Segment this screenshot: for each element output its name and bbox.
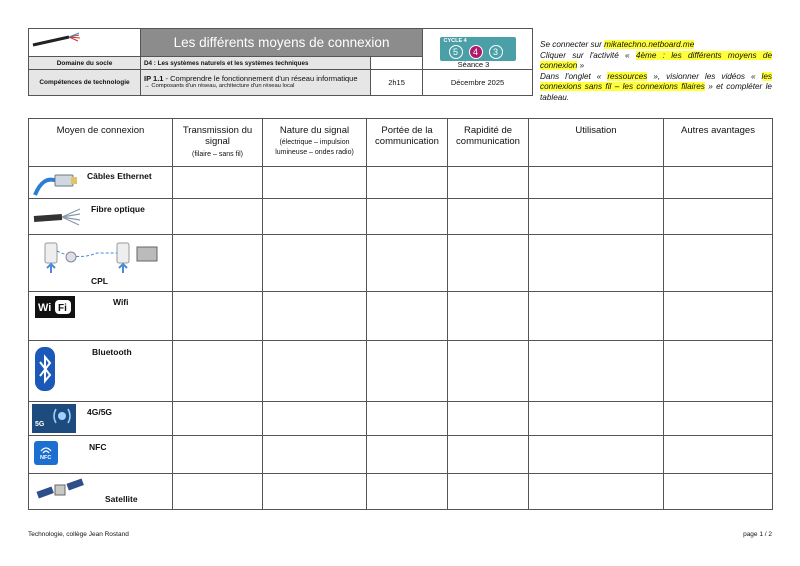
videos-highlight: les connexions sans fil – les connexions filaires: [540, 71, 772, 91]
row-wifi-text: Wifi: [113, 297, 129, 307]
cellular-icon-text: 5G: [35, 421, 45, 428]
row-4g5g-text: 4G/5G: [87, 407, 113, 417]
cell-bluetooth-portee[interactable]: [367, 341, 448, 402]
row-satellite-text: Satellite: [105, 494, 138, 504]
cell-bluetooth-avantages[interactable]: [664, 341, 773, 402]
col-moyen-label: Moyen de connexion: [56, 125, 145, 136]
row-nfc-text: NFC: [89, 442, 107, 452]
cell-cpl-transmission[interactable]: [173, 235, 263, 292]
cell-ethernet-portee[interactable]: [367, 167, 448, 199]
ethernet-cable-icon: [33, 169, 79, 197]
bluetooth-icon: [35, 347, 55, 391]
nfc-icon: [34, 441, 58, 465]
table-row: [29, 199, 773, 235]
cell-bluetooth-transmission[interactable]: [173, 341, 263, 402]
cpl-adapter-icon: [37, 239, 165, 275]
cell-ethernet-nature[interactable]: [263, 167, 367, 199]
fiber-optic-icon: [32, 205, 82, 229]
cell-4g5g-transmission[interactable]: [173, 402, 263, 436]
cell-fibre-portee[interactable]: [367, 199, 448, 235]
cell-satellite-nature[interactable]: [263, 474, 367, 510]
cell-wifi-utilisation[interactable]: [529, 292, 664, 341]
cell-ethernet-transmission[interactable]: [173, 167, 263, 199]
cell-satellite-transmission[interactable]: [173, 474, 263, 510]
instr-text-5: », visionner les vidéos «: [647, 71, 762, 81]
col-utilisation-label: Utilisation: [575, 125, 617, 136]
cell-ethernet-rapidite[interactable]: [448, 167, 529, 199]
competence-text: - Comprendre le fonctionnement d'un réseau informatique: [163, 74, 358, 84]
cell-wifi-portee[interactable]: [367, 292, 448, 341]
col-transmission-label: Transmission du signal: [182, 125, 253, 148]
instr-text-3: »: [577, 61, 585, 70]
col-utilisation: [529, 119, 664, 167]
footer-page: page 1 / 2: [743, 531, 772, 538]
row-fibre-text: Fibre optique: [91, 204, 145, 214]
table-row: [29, 341, 773, 402]
col-rapidite-label: Rapidité de communication: [456, 125, 520, 148]
cell-nfc-utilisation[interactable]: [529, 436, 664, 474]
col-portee: [367, 119, 448, 167]
competence-label: Compétences de technologie: [29, 70, 141, 96]
table-row: [29, 167, 773, 199]
cell-fibre-utilisation[interactable]: [529, 199, 664, 235]
cell-nfc-portee[interactable]: [367, 436, 448, 474]
cycle-level-3: 3: [489, 45, 503, 59]
footer-school: Technologie, collège Jean Rostand: [28, 531, 129, 538]
cell-cpl-nature[interactable]: [263, 235, 367, 292]
netboard-link[interactable]: mikatechno.netboard.me: [604, 40, 695, 49]
date: Décembre 2025: [423, 70, 533, 96]
row-label-bluetooth: [29, 341, 173, 402]
cell-nfc-transmission[interactable]: [173, 436, 263, 474]
cell-4g5g-portee[interactable]: [367, 402, 448, 436]
activity-highlight: 4ème : les différents moyens de connexion: [540, 50, 772, 70]
svg-text:Fi: Fi: [58, 303, 67, 314]
header-logo: [29, 29, 141, 57]
cell-cpl-portee[interactable]: [367, 235, 448, 292]
col-nature-sub: (électrique – impulsion lumineuse – ondes radio): [275, 139, 354, 156]
competence-cell: [141, 70, 371, 96]
cell-bluetooth-rapidite[interactable]: [448, 341, 529, 402]
row-label-4g5g: [29, 402, 173, 436]
cell-4g5g-nature[interactable]: [263, 402, 367, 436]
col-transmission: [173, 119, 263, 167]
page-title: Les différents moyens de connexion: [141, 29, 423, 57]
instructions: [540, 40, 772, 103]
cell-wifi-nature[interactable]: [263, 292, 367, 341]
row-label-ethernet: [29, 167, 173, 199]
duration: 2h15: [371, 70, 423, 96]
cell-fibre-avantages[interactable]: [664, 199, 773, 235]
cell-fibre-rapidite[interactable]: [448, 199, 529, 235]
session-label: Séance 3: [457, 60, 490, 69]
cell-satellite-portee[interactable]: [367, 474, 448, 510]
col-moyen: [29, 119, 173, 167]
col-portee-label: Portée de la communication: [375, 125, 439, 148]
resources-highlight: ressources: [607, 71, 648, 81]
row-bluetooth-text: Bluetooth: [92, 347, 132, 357]
cycle-label: CYCLE 4: [443, 38, 467, 44]
cell-4g5g-rapidite[interactable]: [448, 402, 529, 436]
col-transmission-sub: (filaire – sans fil): [192, 150, 243, 158]
cell-bluetooth-utilisation[interactable]: [529, 341, 664, 402]
cellular-4g5g-icon: [32, 404, 76, 433]
cell-nfc-rapidite[interactable]: [448, 436, 529, 474]
domain-label: Domaine du socle: [29, 57, 141, 70]
table-row: [29, 292, 773, 341]
cycle-level-4: 4: [469, 45, 483, 59]
cell-cpl-avantages[interactable]: [664, 235, 773, 292]
cell-4g5g-avantages[interactable]: [664, 402, 773, 436]
row-label-nfc: [29, 436, 173, 474]
cell-satellite-utilisation[interactable]: [529, 474, 664, 510]
col-nature: [263, 119, 367, 167]
row-label-fibre: [29, 199, 173, 235]
row-ethernet-text: Câbles Ethernet: [87, 171, 152, 181]
table-row: [29, 436, 773, 474]
cycle-level-5: 5: [449, 45, 463, 59]
cell-satellite-rapidite[interactable]: [448, 474, 529, 510]
cell-fibre-nature[interactable]: [263, 199, 367, 235]
cell-wifi-avantages[interactable]: [664, 292, 773, 341]
cell-bluetooth-nature[interactable]: [263, 341, 367, 402]
cell-4g5g-utilisation[interactable]: [529, 402, 664, 436]
instr-text-2: Cliquer sur l'activité «: [540, 50, 636, 60]
col-nature-label: Nature du signal: [279, 125, 350, 136]
row-label-wifi: [29, 292, 173, 341]
cell-wifi-transmission[interactable]: [173, 292, 263, 341]
domain-value: D4 : Les systèmes naturels et les systèmes techniques: [141, 57, 371, 70]
cell-ethernet-utilisation[interactable]: [529, 167, 664, 199]
cell-cpl-utilisation[interactable]: [529, 235, 664, 292]
instr-text-4: Dans l'onglet «: [540, 71, 608, 81]
table-row: [29, 235, 773, 292]
row-label-cpl: [29, 235, 173, 292]
table-header-row: [29, 119, 773, 167]
competence-code: IP 1.1: [144, 74, 164, 84]
col-avantages-label: Autres avantages: [681, 125, 755, 136]
svg-text:Wi: Wi: [38, 302, 52, 314]
table-row: [29, 402, 773, 436]
competence-sub: → Composants d'un réseau, architecture d'un réseau local: [144, 83, 295, 90]
wifi-logo-icon: [35, 296, 75, 318]
table-row: [29, 474, 773, 510]
cell-nfc-nature[interactable]: [263, 436, 367, 474]
row-cpl-text: CPL: [91, 276, 108, 286]
col-rapidite: [448, 119, 529, 167]
cell-fibre-transmission[interactable]: [173, 199, 263, 235]
satellite-icon: [35, 477, 85, 505]
cell-wifi-rapidite[interactable]: [448, 292, 529, 341]
cell-ethernet-avantages[interactable]: [664, 167, 773, 199]
instr-text-1: Se connecter sur: [540, 40, 605, 49]
cell-nfc-avantages[interactable]: [664, 436, 773, 474]
col-avantages: [664, 119, 773, 167]
nfc-icon-text: NFC: [40, 455, 52, 461]
cable-logo-icon: [29, 29, 83, 54]
connections-table: [28, 118, 773, 510]
cell-satellite-avantages[interactable]: [664, 474, 773, 510]
row-label-satellite: [29, 474, 173, 510]
instr-text-6: » et compléter le tableau.: [540, 82, 772, 102]
cell-cpl-rapidite[interactable]: [448, 235, 529, 292]
